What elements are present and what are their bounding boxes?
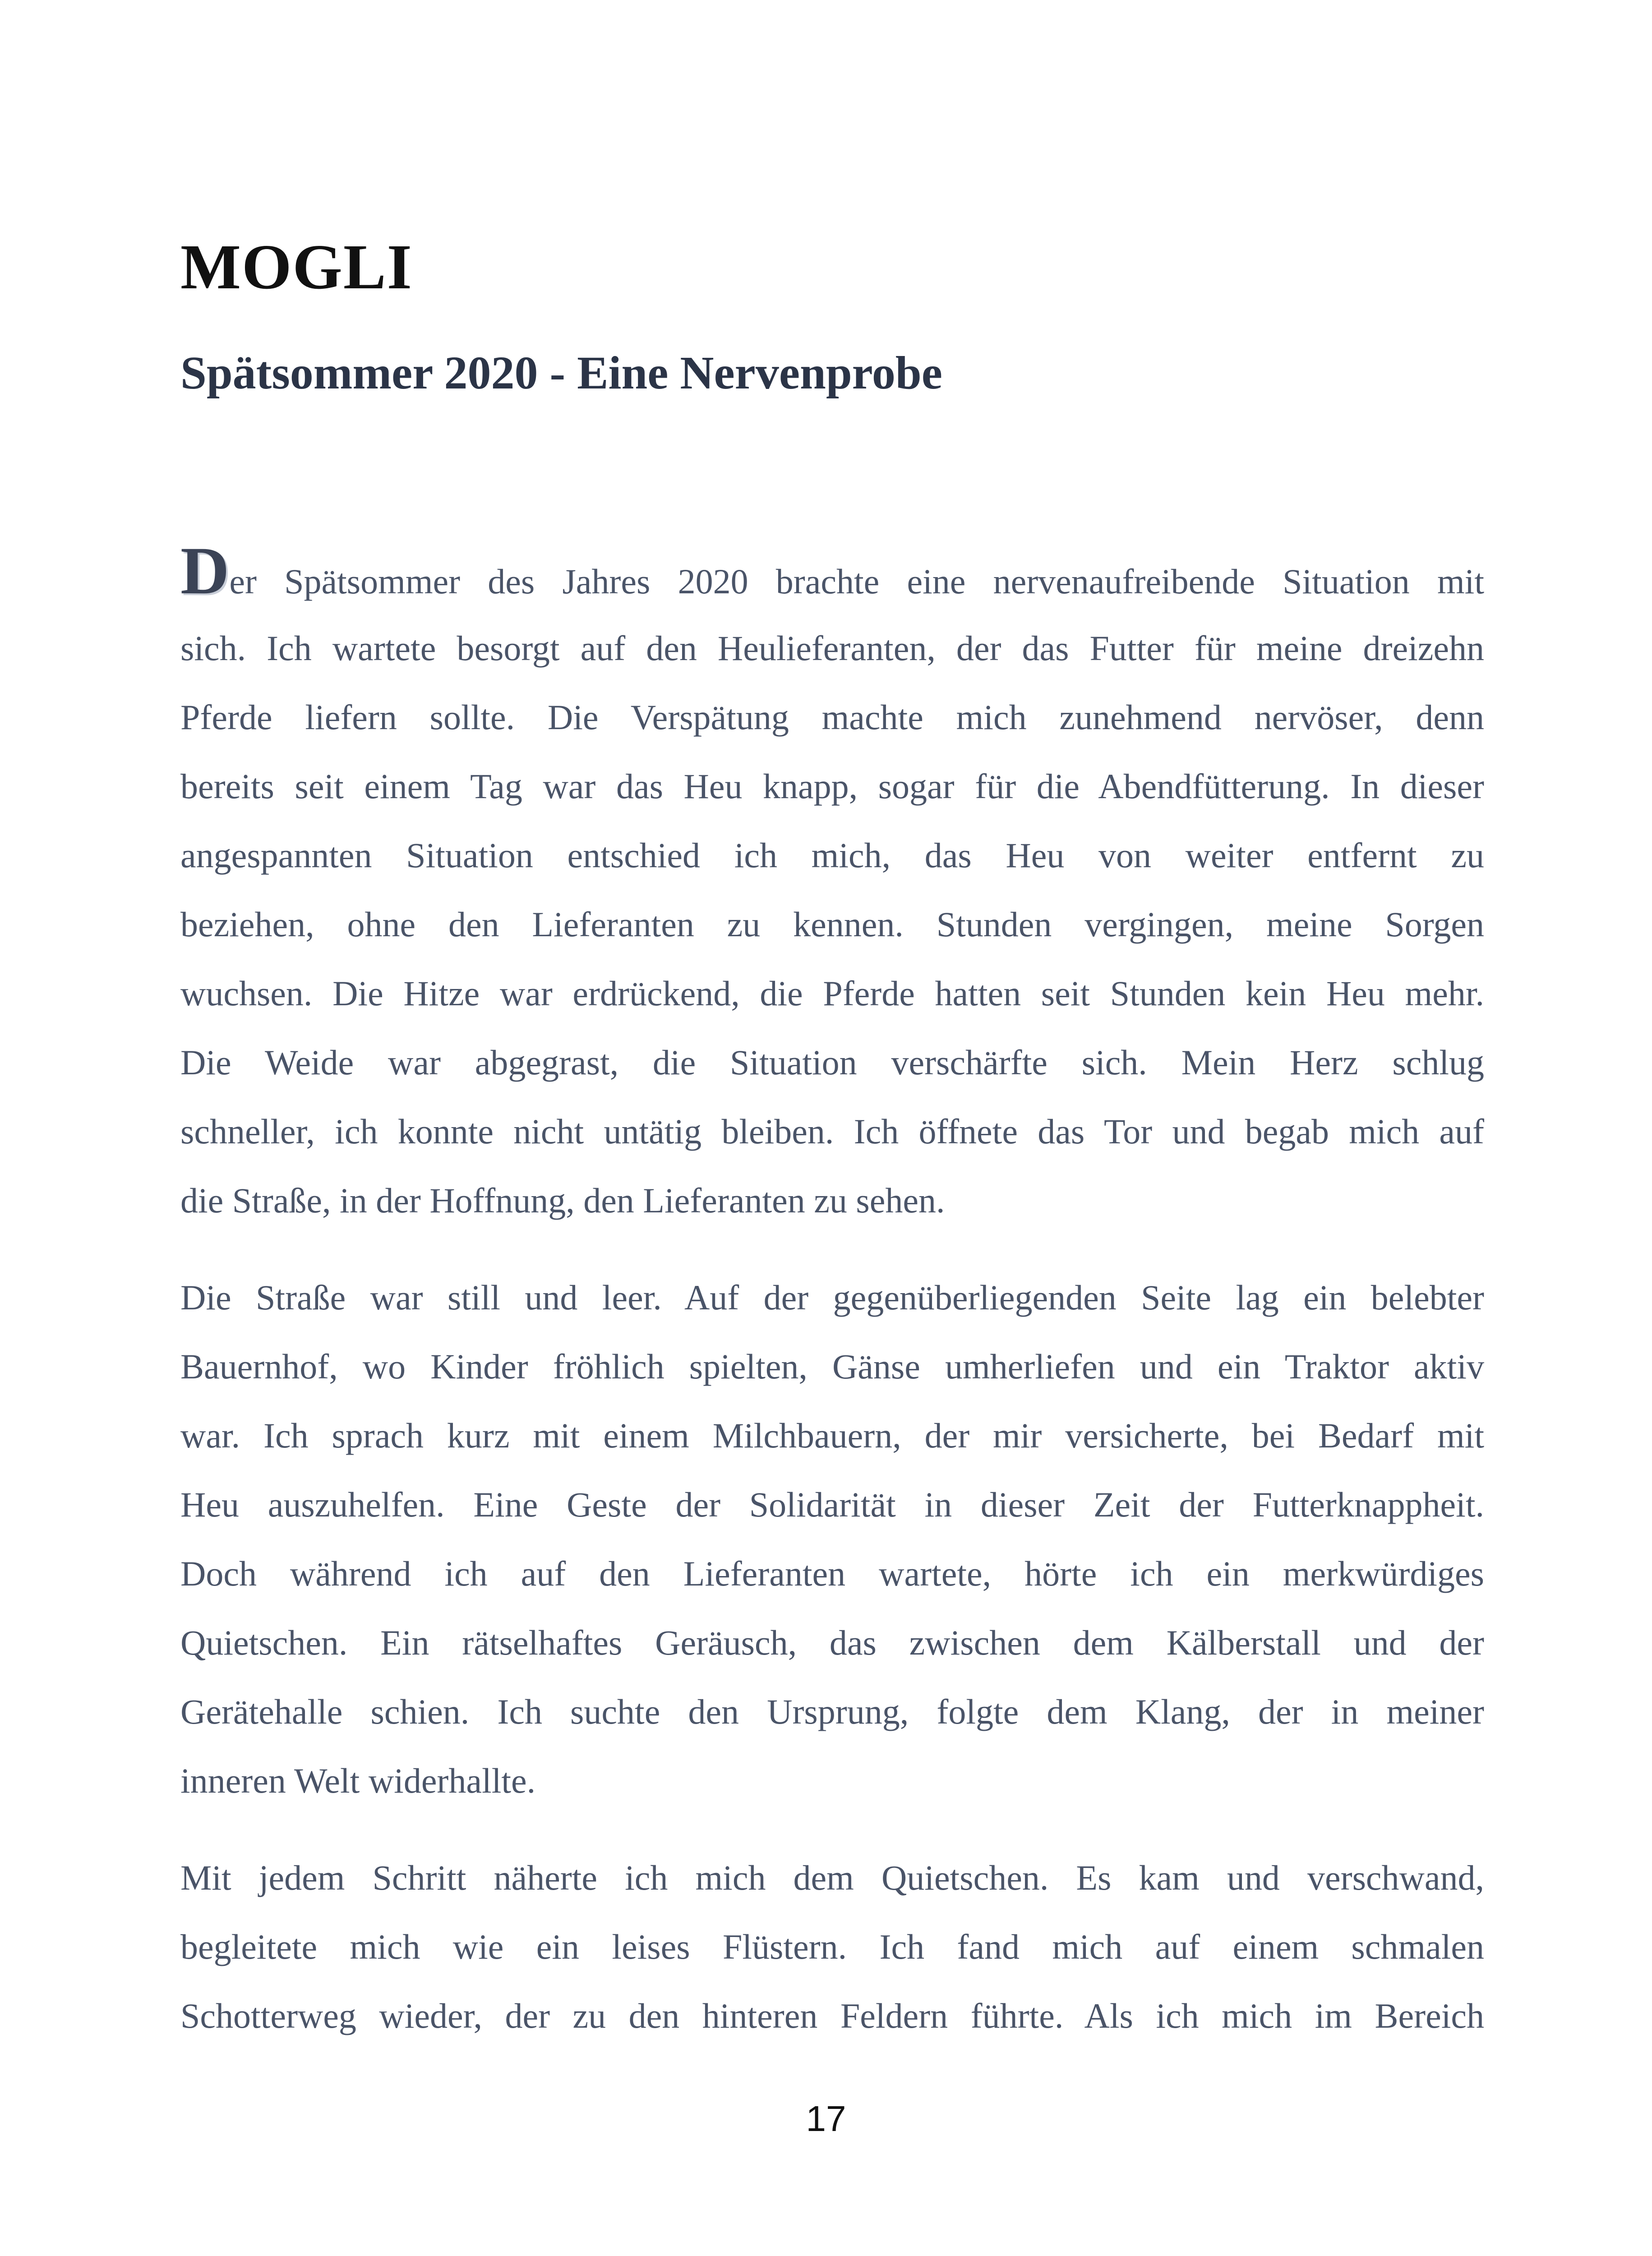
text-line: Quietschen. Ein rätselhaftes Geräusch, das zwischen dem Kälberstall und der (180, 1623, 1484, 1662)
drop-cap: D (180, 533, 230, 608)
text-line: sich. Ich wartete besorgt auf den Heulieferanten, der das Futter für meine dreizehn (180, 629, 1484, 668)
text-line: Gerätehalle schien. Ich suchte den Ursprung, folgte dem Klang, der in meiner (180, 1692, 1484, 1731)
text-line: bereits seit einem Tag war das Heu knapp, sogar für die Abendfütterung. In dieser (180, 767, 1484, 806)
text-line: Heu auszuhelfen. Eine Geste der Solidarität in dieser Zeit der Futterknappheit. (180, 1485, 1484, 1524)
paragraph-1 (180, 533, 1484, 1235)
chapter-title: MOGLI (180, 231, 413, 302)
text-line: beziehen, ohne den Lieferanten zu kennen. Stunden vergingen, meine Sorgen (180, 905, 1484, 944)
line-text: er Spätsommer des Jahres 2020 brachte eine nervenaufreibende Situation mit (229, 562, 1484, 601)
text-line: war. Ich sprach kurz mit einem Milchbauern, der mir versicherte, bei Bedarf mit (180, 1416, 1484, 1455)
text-line: Mit jedem Schritt näherte ich mich dem Quietschen. Es kam und verschwand, (180, 1858, 1484, 1897)
text-line: Bauernhof, wo Kinder fröhlich spielten, Gänse umherliefen und ein Traktor aktiv (180, 1347, 1484, 1386)
text-line: schneller, ich konnte nicht untätig bleiben. Ich öffnete das Tor und begab mich auf (180, 1112, 1484, 1151)
paragraph-spacing (180, 1235, 1484, 1263)
text-line: begleitete mich wie ein leises Flüstern. Ich fand mich auf einem schmalen (180, 1927, 1484, 1966)
text-line: inneren Welt widerhallte. (180, 1761, 536, 1800)
page-number: 17 (806, 2099, 846, 2139)
text-line: die Straße, in der Hoffnung, den Lieferanten zu sehen. (180, 1181, 945, 1220)
paragraph-spacing (180, 1815, 1484, 1843)
text-line: Pferde liefern sollte. Die Verspätung machte mich zunehmend nervöser, denn (180, 698, 1484, 737)
text-line: Schotterweg wieder, der zu den hinteren Feldern führte. Als ich mich im Bereich (180, 1996, 1484, 2035)
text-line: wuchsen. Die Hitze war erdrückend, die Pferde hatten seit Stunden kein Heu mehr. (180, 974, 1484, 1013)
paragraph-2 (180, 1263, 1484, 1815)
chapter-subtitle: Spätsommer 2020 - Eine Nervenprobe (180, 347, 942, 399)
body-text (180, 533, 1484, 2050)
text-line: angespannten Situation entschied ich mich, das Heu von weiter entfernt zu (180, 836, 1484, 875)
text-line: Die Straße war still und leer. Auf der gegenüberliegenden Seite lag ein belebter (180, 1278, 1484, 1317)
text-line (180, 533, 1484, 614)
text-line: Die Weide war abgegrast, die Situation verschärfte sich. Mein Herz schlug (180, 1043, 1484, 1082)
text-line: Doch während ich auf den Lieferanten wartete, hörte ich ein merkwürdiges (180, 1554, 1484, 1593)
paragraph-3 (180, 1843, 1484, 2050)
